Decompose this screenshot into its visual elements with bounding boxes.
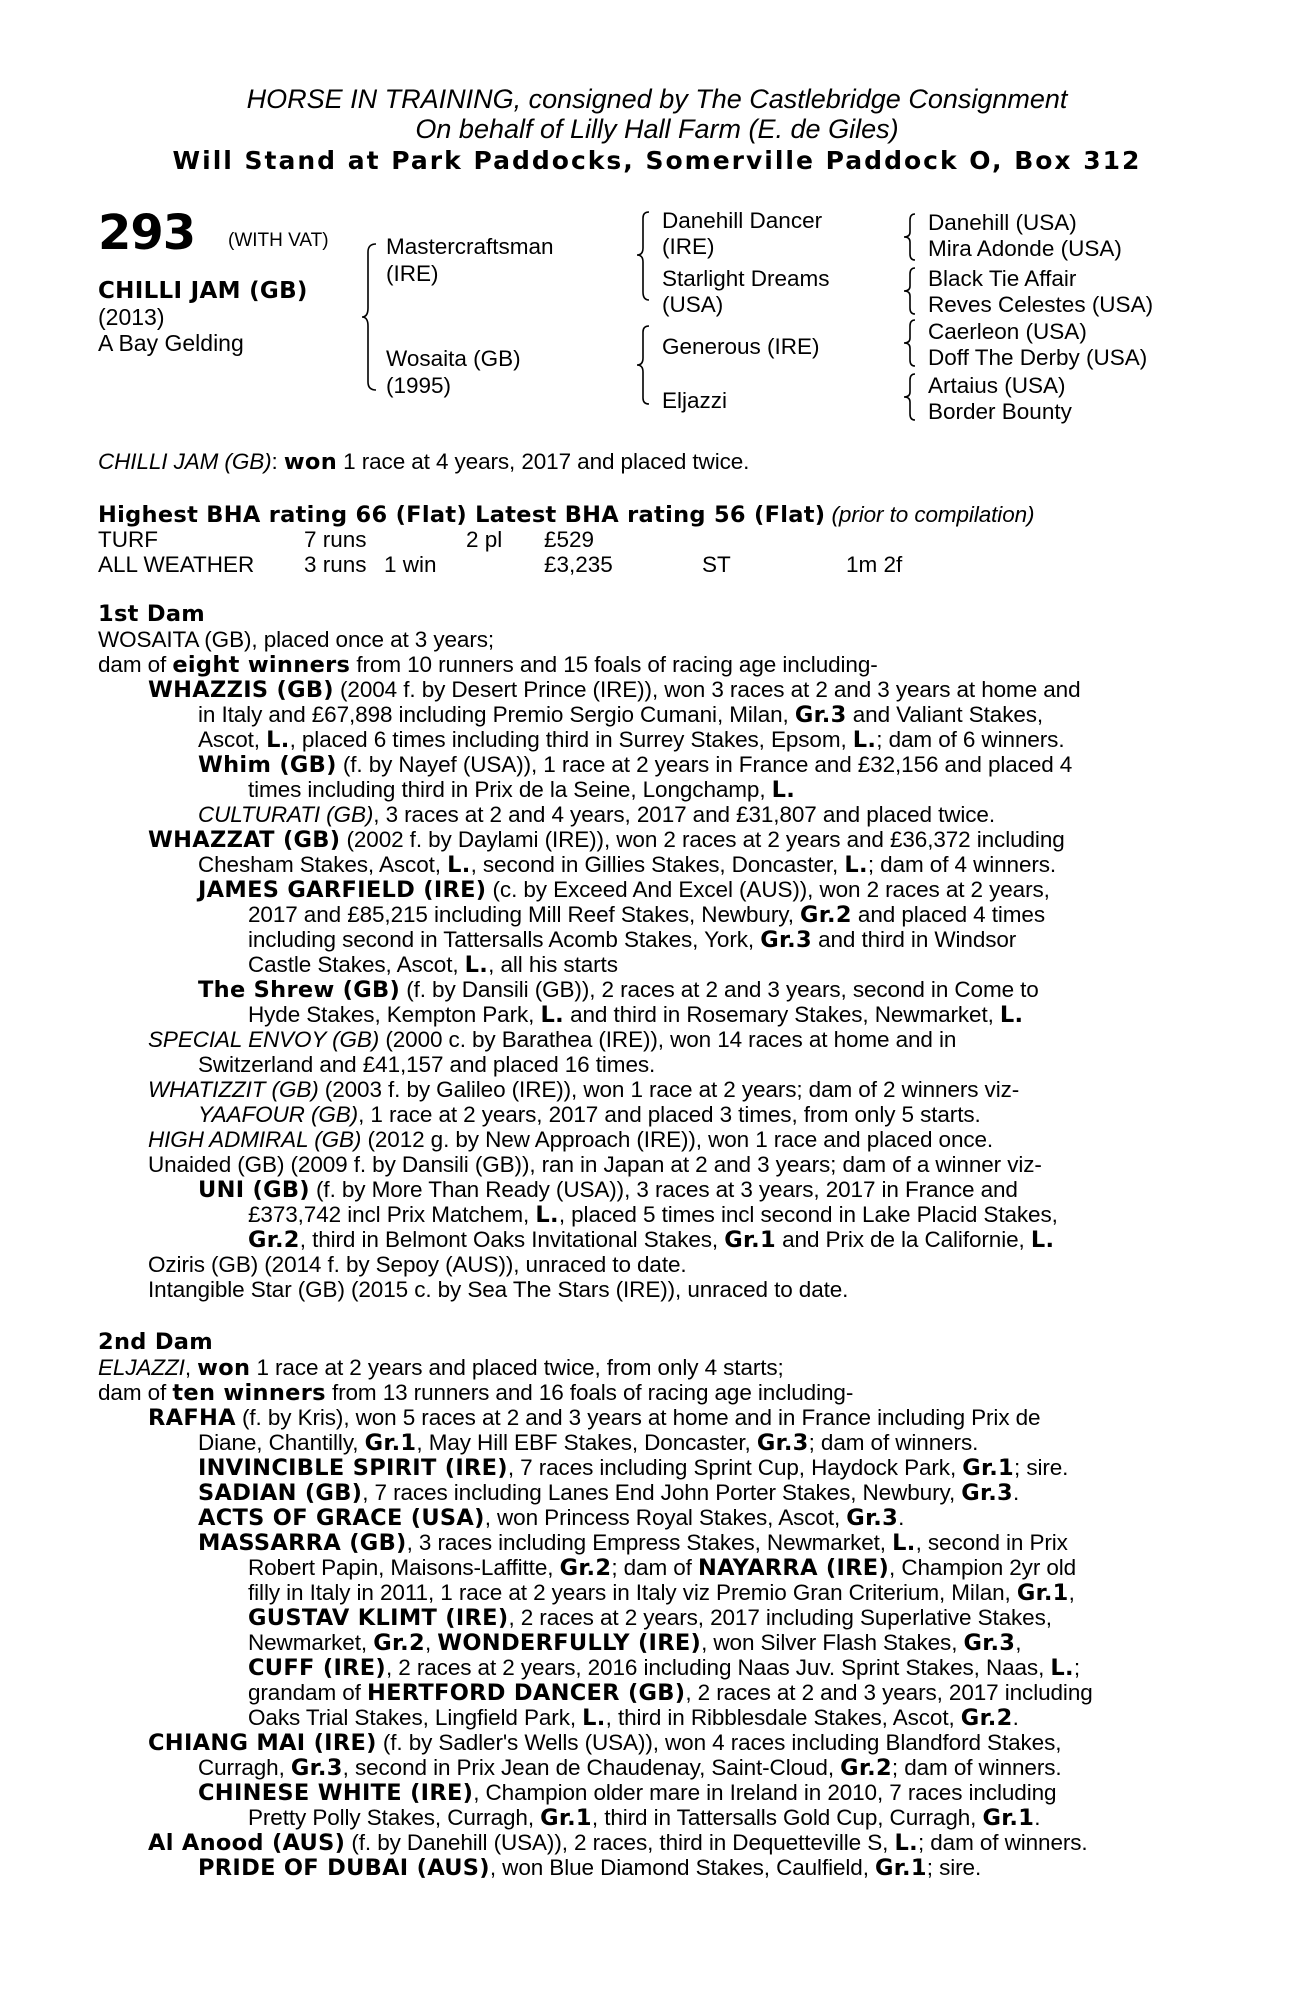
catalogue-page: HORSE IN TRAINING, consigned by The Castlebridge Consignment On behalf of Lilly Hall Farm (E. de Giles) Will Stand at Park Paddocks, Somerville Paddock O, Box 312 293 (WITH VAT) CHILLI JAM (GB) (2013) A Bay Gelding Mastercraftsman (IRE) Wosaita (GB) (1995) Danehill Dancer (IRE) Starlight Dreams (USA) Generous (IRE) Eljazzi Danehill (USA) Mira Adonde (USA) Black Tie Affair Reves Celestes (USA) Caerleon (USA) Doff The Derby (USA) Artaius (USA) Border Bounty CHILLI JAM (GB): won 1 race at 4 years, 2017 and placed twice. Highest BHA rating 66 (Flat) Latest BHA rating 56 (Flat) (prior to compilation) TURF 7 runs 2 pl £529 ALL WEATHER 3 runs 1 win £3,235 ST 1m 2f 1st Dam WOSAITA (GB), placed once at 3 years; dam of eight winners from 10 runners and 15 foals of racing age including- WHAZZIS (GB) (2004 f. by Desert Prince (IRE)), won 3 races at 2 and 3 years at home and in Italy and £67,898 including Premio Sergio Cumani, Milan, Gr.3 and Valiant Stakes, Ascot, L., placed 6 times including third in Surrey Stakes, Epsom, L.; dam of 6 winners. Whim (GB) (f. by Nayef (USA)), 1 race at 2 years in France and £32,156 and placed 4 times including third in Prix de la Seine, Longchamp, L. CULTURATI (GB), 3 races at 2 and 4 years, 2017 and £31,807 and placed twice. WHAZZAT (GB) (2002 f. by Daylami (IRE)), won 2 races at 2 years and £36,372 including Chesham Stakes, Ascot, L., second in Gillies Stakes, Doncaster, L.; dam of 4 winners. JAMES GARFIELD (IRE) (c. by Exceed And Excel (AUS)), won 2 races at 2 years, 2017 and £85,215 including Mill Reef Stakes, Newbury, Gr.2 and placed 4 times including second in Tattersalls Acomb Stakes, York, Gr.3 and third in Windsor Castle Stakes, Ascot, L., all his starts The Shrew (GB) (f. by Dansili (GB)), 2 races at 2 and 3 years, second in Come to Hyde Stakes, Kempton Park, L. and third in Rosemary Stakes, Newmarket, L. SPECIAL ENVOY (GB) (2000 c. by Barathea (IRE)), won 14 races at home and in Switzerland and £41,157 and placed 16 times. WHATIZZIT (GB) (2003 f. by Galileo (IRE)), won 1 race at 2 years; dam of 2 winners viz- YAAFOUR (GB), 1 race at 2 years, 2017 and placed 3 times, from only 5 starts. HIGH ADMIRAL (GB) (2012 g. by New Approach (IRE)), won 1 race and placed once. Unaided (GB) (2009 f. by Dansili (GB)), ran in Japan at 2 and 3 years; dam of a winner viz- UNI (GB) (f. by More Than Ready (USA)), 3 races at 3 years, 2017 in France and £373,742 incl Prix Matchem, L., placed 5 times incl second in Lake Placid Stakes, Gr.2, third in Belmont Oaks Invitational Stakes, Gr.1 and Prix de la Californie, L. Oziris (GB) (2014 f. by Sepoy (AUS)), unraced to date. Intangible Star (GB) (2015 c. by Sea The Stars (IRE)), unraced to date. 2nd Dam ELJAZZI, won 1 race at 2 years and placed twice, from only 4 starts; dam of ten winners from 13 runners and 16 foals of racing age including- RAFHA (f. by Kris), won 5 races at 2 and 3 years at home and in France including Prix de Diane, Chantilly, Gr.1, May Hill EBF Stakes, Doncaster, Gr.3; dam of winners. INVINCIBLE SPIRIT (IRE), 7 races including Sprint Cup, Haydock Park, Gr.1; sire. SADIAN (GB), 7 races including Lanes End John Porter Stakes, Newbury, Gr.3. ACTS OF GRACE (USA), won Princess Royal Stakes, Ascot, Gr.3. MASSARRA (GB), 3 races including Empress Stakes, Newmarket, L., second in Prix Robert Papin, Maisons-Laffitte, Gr.2; dam of NAYARRA (IRE), Champion 2yr old filly in Italy in 2011, 1 race at 2 years in Italy viz Premio Gran Criterium, Milan, Gr.1, GUSTAV KLIMT (IRE), 2 races at 2 years, 2017 including Superlative Stakes, Newmarket, Gr.2, WONDERFULLY (IRE), won Silver Flash Stakes, Gr.3, CUFF (IRE), 2 races at 2 years, 2016 including Naas Juv. Sprint Stakes, Naas, L.; grandam of HERTFORD DANCER (GB), 2 races at 2 and 3 years, 2017 including Oaks Trial Stakes, Lingfield Park, L., third in Ribblesdale Stakes, Ascot, Gr.2. CHIANG MAI (IRE) (f. by Sadler's Wells (USA)), won 4 races including Blandford Stakes, Curragh, Gr.3, second in Prix Jean de Chaudenay, Saint-Cloud, Gr.2; dam of winners. CHINESE WHITE (IRE), Champion older mare in Ireland in 2010, 7 races including Pretty Polly Stakes, Curragh, Gr.1, third in Tattersalls Gold Cup, Curragh, Gr.1. Al Anood (AUS) (f. by Danehill (USA)), 2 races, third in Dequetteville S, L.; dam of winners. PRIDE OF DUBAI (AUS), won Blue Diamond Stakes, Caulfield, Gr.1; sire. xyxy=(0,0,1314,2000)
dam-year: (1995) xyxy=(386,373,452,398)
ggp-ssd: Mira Adonde (USA) xyxy=(928,236,1122,261)
stabling-heading: Will Stand at Park Paddocks, Somerville Paddock O, Box 312 xyxy=(172,146,1142,175)
ggp-sss: Danehill (USA) xyxy=(928,210,1077,235)
consignor-heading: HORSE IN TRAINING, consigned by The Castlebridge Consignment xyxy=(246,84,1068,114)
pedigree-bracket-ds xyxy=(904,318,920,368)
horse-name: CHILLI JAM (GB) xyxy=(98,278,308,304)
sire-dam-origin: (USA) xyxy=(662,292,724,317)
vendor-heading: On behalf of Lilly Hall Farm (E. de Giles) xyxy=(415,114,899,144)
horse-description: A Bay Gelding xyxy=(98,330,244,356)
ggp-dss: Caerleon (USA) xyxy=(928,319,1087,344)
ggp-dsd: Doff The Derby (USA) xyxy=(928,345,1148,370)
pedigree-bracket-main xyxy=(362,242,382,392)
sire-sire-origin: (IRE) xyxy=(662,234,715,259)
pedigree-bracket-ss xyxy=(904,212,920,262)
second-dam-heading: 2nd Dam xyxy=(98,1329,214,1355)
pedigree-bracket-sd xyxy=(904,266,920,316)
sire-dam-name: Starlight Dreams xyxy=(662,266,830,291)
ggp-dds: Artaius (USA) xyxy=(928,373,1066,398)
lot-number: 293 xyxy=(98,205,196,261)
vat-label: (WITH VAT) xyxy=(228,230,329,251)
race-summary: CHILLI JAM (GB): won 1 race at 4 years, 2017 and placed twice. xyxy=(98,449,750,475)
sire-name: Mastercraftsman xyxy=(386,234,554,259)
ggp-sdd: Reves Celestes (USA) xyxy=(928,292,1154,317)
pedigree-bracket-dam xyxy=(637,324,657,406)
foaling-year: (2013) xyxy=(98,304,165,330)
pedigree-bracket-dd xyxy=(904,372,920,422)
first-dam-heading: 1st Dam xyxy=(98,601,206,627)
ggp-ddd: Border Bounty xyxy=(928,399,1072,424)
sire-sire-name: Danehill Dancer xyxy=(662,208,823,233)
dam-name: Wosaita (GB) xyxy=(386,346,521,371)
bha-rating: Highest BHA rating 66 (Flat) Latest BHA rating 56 (Flat) (prior to compilation) xyxy=(98,502,1035,528)
sire-origin: (IRE) xyxy=(386,261,439,286)
pedigree-bracket-sire xyxy=(637,208,657,304)
dam-dam-name: Eljazzi xyxy=(662,388,728,413)
dam-sire-name: Generous (IRE) xyxy=(662,334,820,359)
ggp-sds: Black Tie Affair xyxy=(928,266,1077,291)
